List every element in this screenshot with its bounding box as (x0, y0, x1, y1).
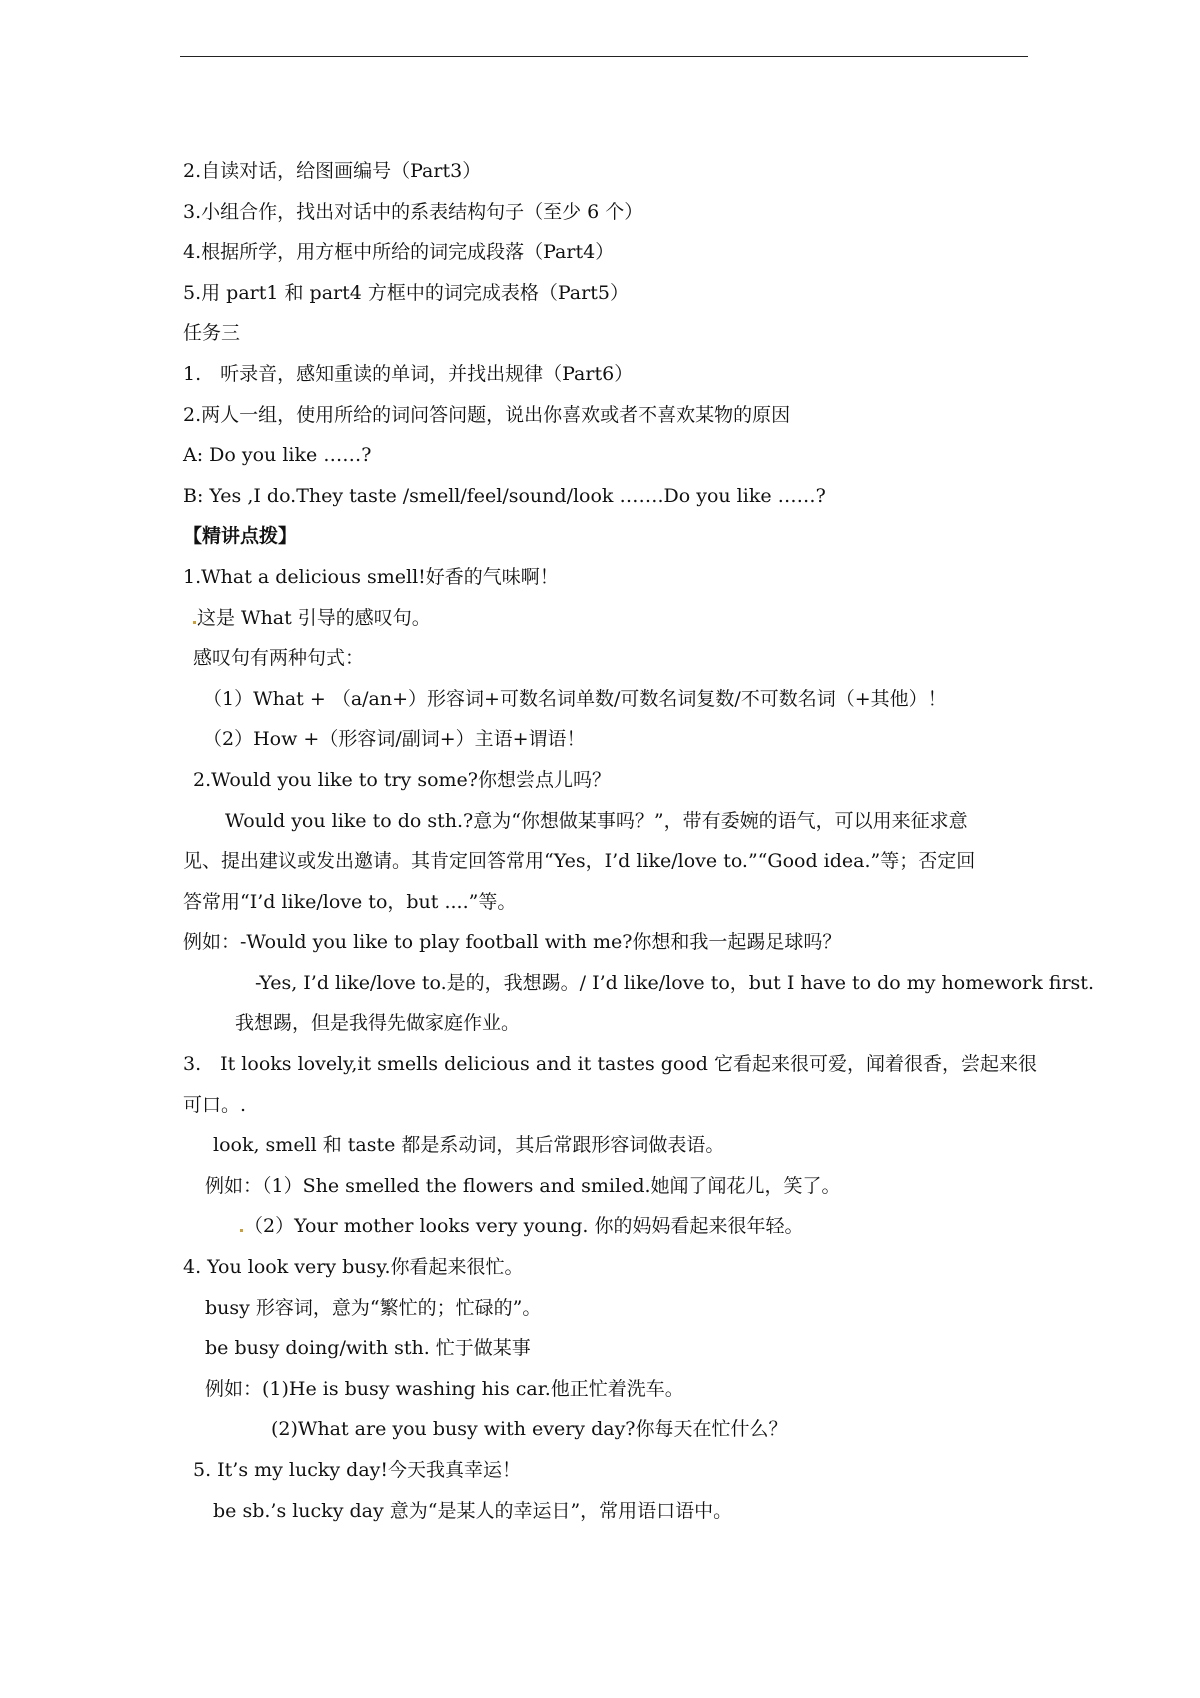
marker-dot (240, 1229, 243, 1232)
point-2-para-line-3: 答常用“I’d like/love to，but ....”等。 (183, 890, 517, 913)
point-2-example: 例如：-Would you like to play football with me?你想和我一起踢足球吗？ (183, 931, 842, 954)
point-1-title: 1.What a delicious smell!好香的气味啊！ (183, 565, 559, 588)
section-heading-explanation: 【精讲点拨】 (183, 525, 298, 548)
point-4-meaning: busy 形容词，意为“繁忙的；忙碌的”。 (205, 1296, 542, 1319)
dialogue-line-a: A: Do you like ……? (183, 444, 372, 467)
header-rule (180, 56, 1028, 57)
point-5-title: 5. It’s my lucky day!今天我真幸运！ (193, 1459, 522, 1481)
point-2-para-line-2: 见、提出建议或发出邀请。其肯定回答常用“Yes，I’d like/love to.”“Good idea.”等；否定回 (183, 850, 976, 873)
point-3-title-line-1: 3. It looks lovely,it smells delicious and it tastes good 它看起来很可爱，闻着很香，尝起来很 (183, 1053, 1037, 1076)
point-2-example-answer: -Yes, I’d like/love to.是的，我想踢。/ I’d like/love to，but I have to do my homework first. (255, 971, 1094, 994)
point-1-form-1: （1）What + （a/an+）形容词+可数名词单数/可数名词复数/不可数名词（+其他）！ (203, 687, 947, 710)
task3-item-1: 1. 听录音，感知重读的单词，并找出规律（Part6） (183, 362, 634, 385)
dialogue-line-b: B: Yes ,I do.They taste /smell/feel/sound/look …….Do you like ……? (183, 484, 826, 507)
point-1-form-2: （2）How +（形容词/副词+）主语+谓语！ (203, 728, 586, 751)
task2-item-3: 3.小组合作，找出对话中的系表结构句子（至少 6 个） (183, 200, 644, 223)
point-2-title: 2.Would you like to try some?你想尝点儿吗？ (193, 768, 611, 791)
point-4-example-1: 例如：(1)He is busy washing his car.他正忙着洗车。 (205, 1377, 684, 1400)
document-body (183, 151, 1094, 1531)
marker-dot (193, 621, 196, 624)
point-4-phrase: be busy doing/with sth. 忙于做某事 (205, 1337, 531, 1360)
point-3-example-1: 例如：（1）She smelled the flowers and smiled.她闻了闻花儿，笑了。 (205, 1174, 841, 1197)
task3-heading: 任务三 (183, 322, 241, 345)
task3-item-2: 2.两人一组，使用所给的词问答问题，说出你喜欢或者不喜欢某物的原因 (183, 403, 791, 426)
task2-item-5: 5.用 part1 和 part4 方框中的词完成表格（Part5） (183, 281, 629, 304)
point-4-title: 4. You look very busy.你看起来很忙。 (183, 1256, 524, 1279)
point-2-example-translation: 我想踢，但是我得先做家庭作业。 (235, 1012, 521, 1035)
task2-item-2: 2.自读对话，给图画编号（Part3） (183, 160, 482, 182)
task2-item-4: 4.根据所学，用方框中所给的词完成段落（Part4） (183, 241, 615, 264)
point-3-note: look, smell 和 taste 都是系动词，其后常跟形容词做表语。 (213, 1134, 725, 1157)
point-5-meaning: be sb.’s lucky day 意为“是某人的幸运日”，常用语口语中。 (213, 1499, 733, 1522)
point-4-example-2: (2)What are you busy with every day?你每天在忙什么？ (271, 1418, 788, 1441)
point-1-note: 这是 What 引导的感叹句。 (183, 598, 1023, 639)
point-1-forms-intro: 感叹句有两种句式： (193, 647, 365, 670)
point-3-title-line-2: 可口。. (183, 1093, 247, 1116)
point-3-example-2: （2）Your mother looks very young. 你的妈妈看起来很年轻。 (183, 1206, 1023, 1247)
point-2-para-line-1: Would you like to do sth.?意为“你想做某事吗？”，带有委婉的语气，可以用来征求意 (225, 809, 968, 832)
